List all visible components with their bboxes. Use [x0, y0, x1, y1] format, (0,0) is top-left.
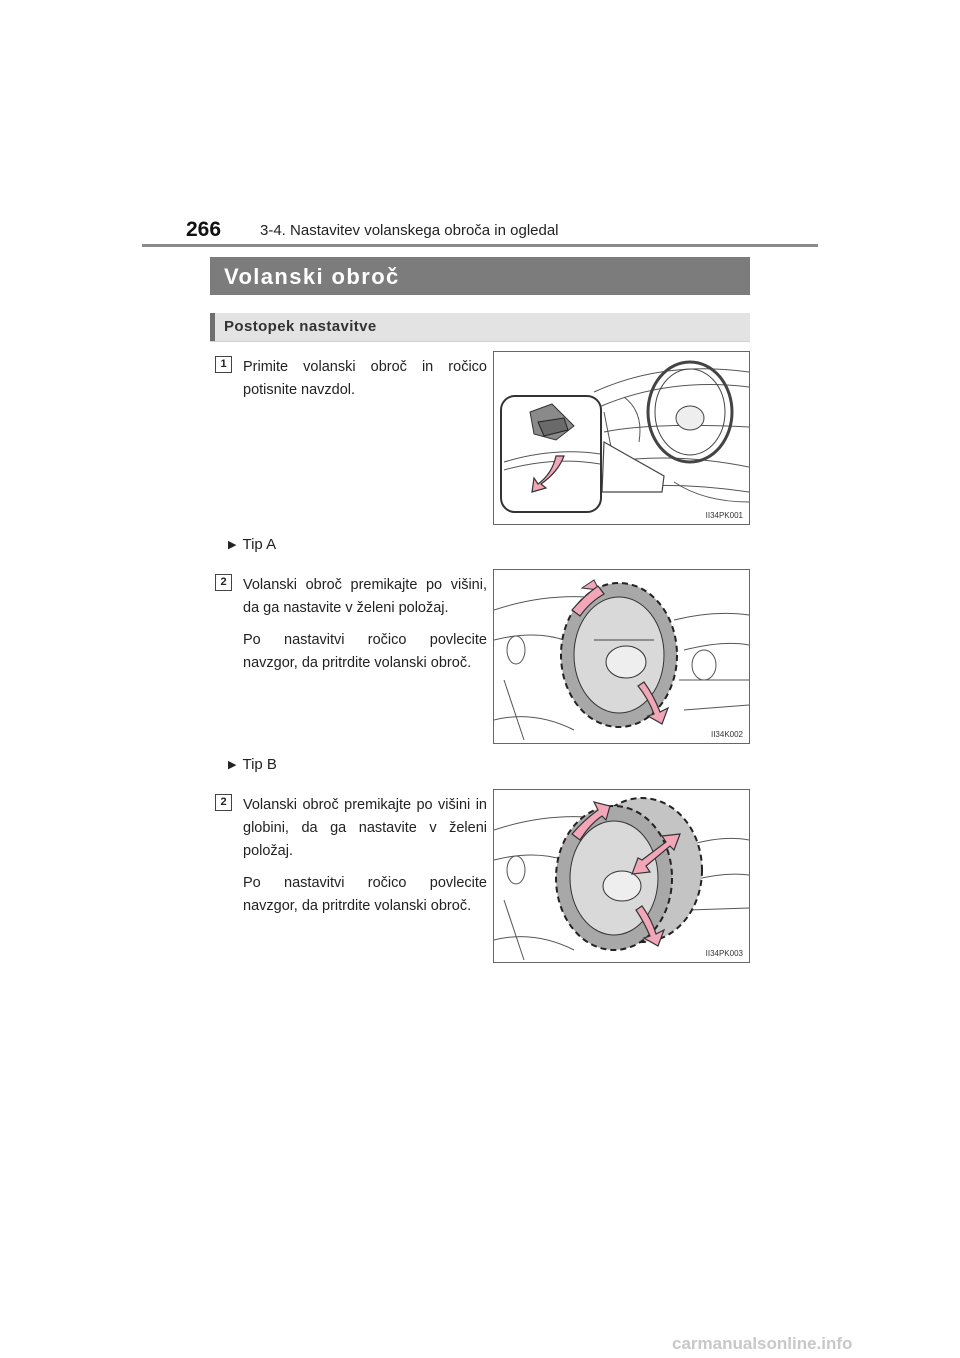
figure-code: II34PK003 — [705, 949, 743, 958]
step-paragraph: Po nastavitvi ročico povlecite navzgor, da pritrdite volanski obroč. — [243, 875, 487, 914]
illustration-steering-tilt — [494, 570, 749, 743]
figure-tilt-telescopic-adjust — [493, 789, 750, 963]
figure-steering-lever — [493, 351, 750, 525]
figure-code: II34K002 — [710, 730, 743, 739]
section-header — [210, 257, 750, 295]
page-number: 266 — [186, 218, 222, 241]
type-label — [228, 536, 276, 553]
subsection-header — [210, 313, 750, 342]
header-divider — [142, 244, 818, 247]
type-label-text: Tip B — [242, 756, 277, 773]
triangle-bullet-icon: ▶ — [228, 759, 237, 771]
step-paragraph: Volanski obroč premikajte po višini, da ga nastavite v želeni položaj. — [243, 577, 487, 616]
step-badge: 2 — [215, 794, 232, 811]
subsection-accent — [210, 313, 215, 341]
type-label — [228, 756, 277, 773]
subsection-title: Postopek nastavitve — [224, 318, 377, 335]
step-paragraph: Primite volanski obroč in ročico potisnite navzdol. — [243, 359, 487, 398]
illustration-dashboard-lever — [494, 352, 749, 524]
figure-code: II34PK001 — [705, 511, 743, 520]
watermark: carmanualsonline.info — [672, 1334, 853, 1353]
step-badge: 2 — [215, 574, 232, 591]
triangle-bullet-icon: ▶ — [228, 539, 237, 551]
figure-tilt-adjust — [493, 569, 750, 744]
step-text — [243, 574, 487, 675]
step-text — [243, 356, 487, 402]
step-badge: 1 — [215, 356, 232, 373]
chapter-title: 3-4. Nastavitev volanskega obroča in ogledal — [260, 222, 559, 239]
step-paragraph: Po nastavitvi ročico povlecite navzgor, da pritrdite volanski obroč. — [243, 632, 487, 671]
type-label-text: Tip A — [242, 536, 277, 553]
step-text — [243, 794, 487, 918]
step-paragraph: Volanski obroč premikajte po višini in globini, da ga nastavite v želeni položaj. — [243, 797, 487, 859]
section-title: Volanski obroč — [224, 264, 400, 289]
illustration-steering-tilt-telescopic — [494, 790, 749, 962]
